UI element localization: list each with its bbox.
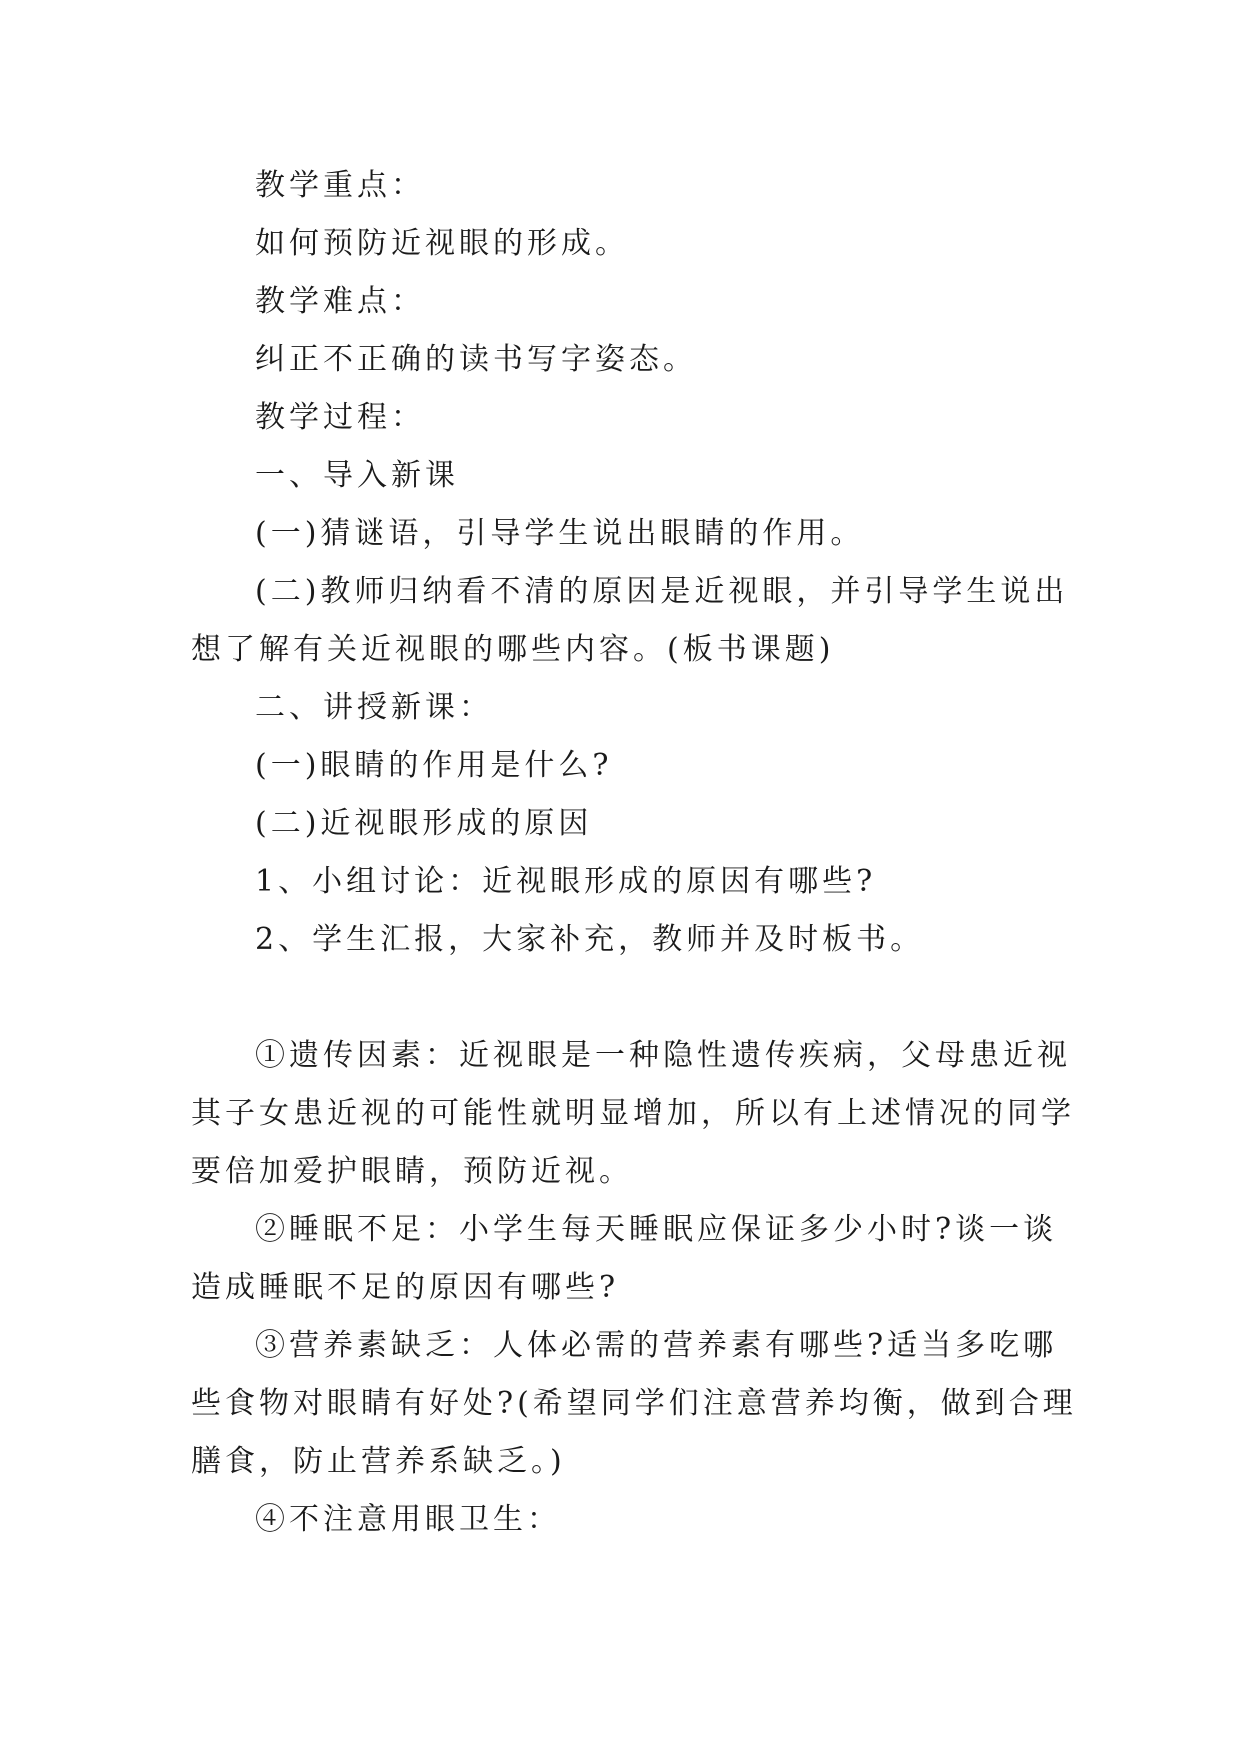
section-one-item-2-line-1: (二)教师归纳看不清的原因是近视眼，并引导学生说出 bbox=[255, 574, 1069, 609]
cause-1-line-2: 其子女患近视的可能性就明显增加，所以有上述情况的同学 bbox=[191, 1096, 1075, 1131]
section-one-item-1: (一)猜谜语，引导学生说出眼睛的作用。 bbox=[255, 516, 865, 551]
heading-teaching-process: 教学过程： bbox=[255, 400, 425, 435]
cause-3-line-2: 些食物对眼睛有好处?(希望同学们注意营养均衡，做到合理 bbox=[191, 1386, 1077, 1421]
section-two-item-2: (二)近视眼形成的原因 bbox=[255, 806, 593, 841]
cause-3-line-1: ③营养素缺乏：人体必需的营养素有哪些?适当多吃哪 bbox=[255, 1328, 1058, 1363]
section-one-item-2-line-2: 想了解有关近视眼的哪些内容。(板书课题) bbox=[191, 632, 835, 667]
section-one-heading: 一、导入新课 bbox=[255, 458, 459, 493]
teaching-difficulty-text: 纠正不正确的读书写字姿态。 bbox=[255, 342, 697, 377]
section-two-item-1: (一)眼睛的作用是什么? bbox=[255, 748, 613, 783]
cause-2-line-2: 造成睡眠不足的原因有哪些? bbox=[191, 1270, 620, 1305]
cause-3-line-3: 膳食，防止营养系缺乏。) bbox=[191, 1444, 566, 1479]
numbered-item-2: 2、学生汇报，大家补充，教师并及时板书。 bbox=[255, 922, 925, 957]
heading-teaching-difficulty: 教学难点： bbox=[255, 284, 425, 319]
cause-2-line-1: ②睡眠不足：小学生每天睡眠应保证多少小时?谈一谈 bbox=[255, 1212, 1058, 1247]
section-two-heading: 二、讲授新课： bbox=[255, 690, 493, 725]
teaching-focus-text: 如何预防近视眼的形成。 bbox=[255, 226, 629, 261]
numbered-item-1: 1、小组讨论：近视眼形成的原因有哪些? bbox=[255, 864, 877, 899]
cause-4-line-1: ④不注意用眼卫生： bbox=[255, 1502, 561, 1537]
cause-1-line-3: 要倍加爱护眼睛，预防近视。 bbox=[191, 1154, 633, 1189]
cause-1-line-1: ①遗传因素：近视眼是一种隐性遗传疾病，父母患近视 bbox=[255, 1038, 1071, 1073]
heading-teaching-focus: 教学重点： bbox=[255, 168, 425, 203]
